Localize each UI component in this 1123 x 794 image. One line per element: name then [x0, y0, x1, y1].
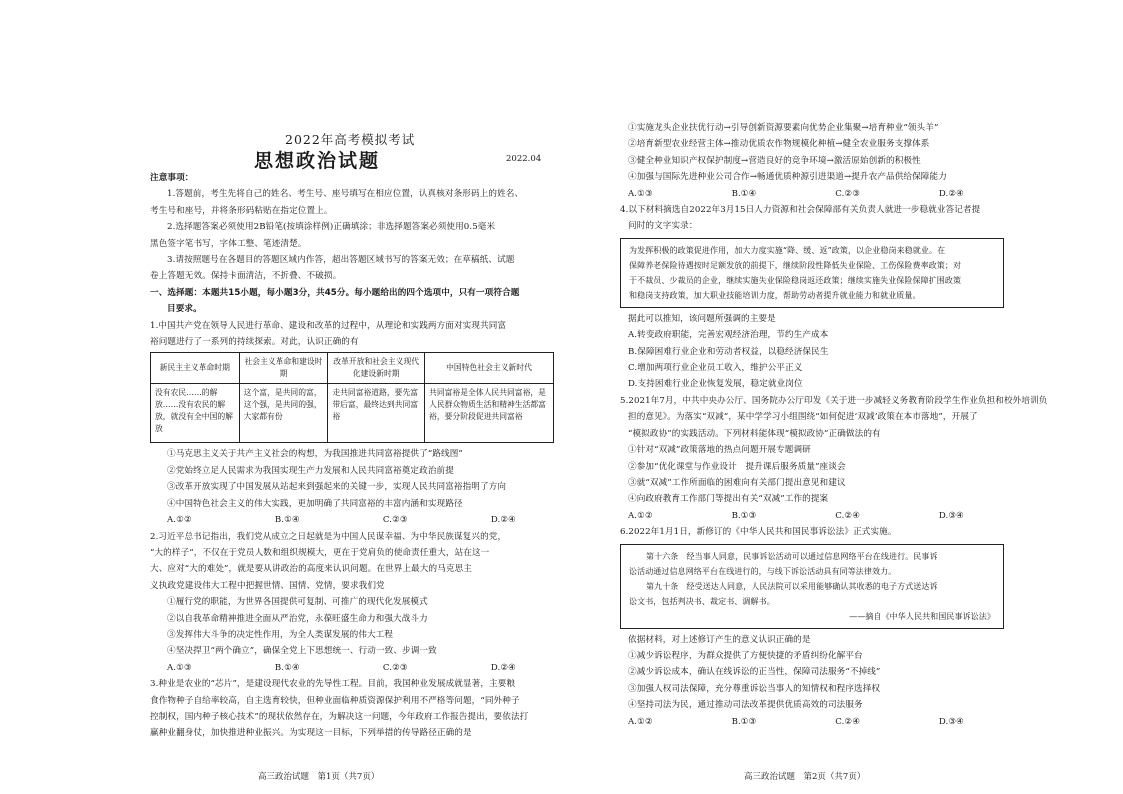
notice-line: 黑色签字笔书写，字体工整、笔迹清楚。 [150, 238, 307, 249]
era-table [150, 352, 554, 443]
option: C.②③ [835, 188, 861, 199]
q1-item: ③改革开放实现了中国发展从站起来到强起来的关键一步，实现人民共同富裕指明了方向 [167, 482, 507, 493]
option: B.①④ [274, 515, 300, 526]
material-line: 于不裁员、少裁员的企业，继续实施失业保险稳岗返还政策；继续实施失业保险保障扩围政策 [629, 275, 962, 285]
table-header: 社会主义革命和建设时期 [239, 353, 328, 384]
exam-title: 2022年高考模拟考试 [285, 132, 416, 147]
q5-stem: “模拟政协”的实践活动。下列材料能体现“模拟政协”正确做法的有 [628, 428, 881, 439]
left-column [150, 170, 556, 742]
option: A.①③ [628, 188, 653, 199]
q3-stem: 赢种业翻身仗，加快推进种业振兴。为实现这一目标，下列举措的传导路径正确的是 [150, 728, 472, 739]
option: C.②③ [382, 515, 408, 526]
q3-item: ④加强与国际先进种业公司合作→畅通优质种源引进渠道→提升农产品供给保障能力 [628, 172, 947, 183]
material-line: 保障养老保险待遇按时足额发放的前提下，继续阶段性降低失业保险、工伤保险费率政策；对 [629, 260, 962, 270]
q2-stem: 义执政党建设伟大工程中把握世情、国情、党情，要求我们党 [150, 580, 385, 591]
q4-option: B.保障困难行业企业和劳动者权益，以稳经济保民生 [628, 346, 829, 357]
q6-lead: 依据材料，对上述修订产生的意义认识正确的是 [628, 634, 811, 645]
option: D.③④ [938, 510, 964, 521]
section-heading-cont: 目要求。 [167, 304, 202, 315]
table-header: 中国特色社会主义新时代 [425, 353, 554, 384]
q2-options [150, 660, 556, 676]
q3-stem: 食作物种子自给率较高，自主选育较快，但种业面临种质资源保护利用不严格等问题，“同外种子 [150, 695, 520, 706]
subject-title: 思想政治试题 [254, 150, 381, 172]
q1-item: ①马克思主义关于共产主义社会的构想，为我国推进共同富裕提供了“路线图” [167, 449, 463, 460]
right-column [620, 120, 1048, 730]
q5-item: ②参加“优化课堂与作业设计 提升课后服务质量”座谈会 [628, 461, 846, 472]
table-cell: 走共同富裕道路，要先富带后富，最终达到共同富裕 [328, 384, 425, 443]
option: B.①③ [731, 716, 757, 727]
option: C.②④ [835, 716, 861, 727]
material-line: 第九十条 经受送达人同意，人民法院可以采用能够确认其收悉的电子方式送达诉 [646, 581, 938, 591]
q5-stem: 担的意见》。为落实“双减”，某中学学习小组围绕“如何促进‘双减’政策在本市落地”，开展了 [628, 412, 978, 423]
notice-heading: 注意事项： [150, 173, 194, 183]
notice-line: 2.选择题答案必须使用2B铅笔(按填涂样例)正确填涂；非选择题答案必须使用0.5毫米 [167, 222, 496, 233]
q6-stem: 6.2022年1月1日，新修订的《中华人民共和国民事诉讼法》正式实施。 [620, 527, 897, 538]
exam-date: 2022.04 [506, 154, 542, 164]
material-line: 为发挥积极的政策促进作用，加大力度实施“降、缓、返”政策，以企业稳岗来稳就业。在 [629, 245, 946, 255]
q3-stem: 3.种业是农业的“芯片”，是建设现代农业的先导性工程。目前，我国种业发展成就显著，主要粮 [150, 679, 516, 690]
notice-line: 1.答题前，考生先将自己的姓名、考生号、座号填写在相应位置，认真核对条形码上的姓名、 [167, 189, 524, 200]
q6-item: ②减少诉讼成本，确认在线诉讼的正当性，保障司法服务“不掉线” [628, 667, 881, 678]
option: D.③④ [938, 716, 964, 727]
option: C.②③ [382, 662, 408, 673]
q4-material-box [620, 238, 1004, 308]
table-cell: 共同富裕是全体人民共同富裕，是人民群众物质生活和精神生活都富裕，要分阶段促进共同富裕 [425, 384, 554, 443]
material-source: ——摘自《中华人民共和国民事诉讼法》 [849, 611, 995, 621]
q3-item: ②培育新型农业经营主体→推动优质农作物规模化种植→健全农业服务支撑体系 [628, 139, 930, 150]
material-line: 和稳岗支持政策，加大职业技能培训力度，帮助劳动者提升就业能力和就业质量。 [629, 290, 921, 300]
q1-stem: 裕问题进行了一系列的持续探索。对此，认识正确的有 [150, 337, 359, 348]
right-page [562, 0, 1123, 794]
q3-item: ③健全种业知识产权保护制度→营造良好的竞争环境→激活原始创新的积极性 [628, 155, 921, 166]
q1-stem: 1.中国共产党在领导人民进行革命、建设和改革的过程中，从理论和实践两方面对实现共同富 [150, 320, 507, 331]
q3-item: ①实施龙头企业扶优行动→引导创新资源要素向优势企业集聚→培育种业“领头羊” [628, 123, 939, 133]
table-cell: 没有农民……的解放……没有农民的解放，就没有全中国的解放 [151, 384, 240, 443]
q2-item: ①履行党的职能，为世界各国提供可复制、可推广的现代化发展模式 [167, 597, 428, 608]
table-header: 改革开放和社会主义现代化建设新时期 [328, 353, 425, 384]
page-footer: 高三政治试题 第2页（共7页） [744, 772, 866, 782]
material-line: 第十六条 经当事人同意，民事诉讼活动可以通过信息网络平台在线进行。民事诉 [646, 551, 938, 561]
q5-item: ③就“双减”工作所面临的困难向有关部门提出意见和建议 [628, 477, 846, 488]
option: D.②④ [938, 188, 964, 199]
q5-item: ④向政府教育工作部门等提出有关“双减”工作的提案 [628, 494, 829, 505]
notice-line: 卷上答题无效。保持卡面清洁，不折叠、不破损。 [150, 271, 342, 282]
option: B.①④ [731, 188, 757, 199]
option: D.②④ [490, 662, 516, 673]
option: A.①② [167, 515, 192, 526]
option: B.①④ [274, 662, 300, 673]
material-line: 讼文书，包括判决书、裁定书、调解书。 [629, 596, 775, 606]
q4-stem: 4.以下材料摘选自2022年3月15日人力资源和社会保障部有关负责人就进一步稳就业答记者提 [620, 205, 981, 216]
q4-option: D.支持困难行业企业恢复发展，稳定就业岗位 [628, 379, 803, 390]
option: A.①③ [167, 662, 192, 673]
q1-item: ④中国特色社会主义的伟大实践，更加明确了共同富裕的丰富内涵和实现路径 [167, 498, 463, 509]
section-heading: 一、选择题：本题共15小题，每小题3分，共45分。每小题给出的四个选项中，只有一项符合题 [150, 287, 520, 298]
q4-lead: 据此可以推知，该问题所强调的主要是 [628, 313, 776, 324]
option: A.①② [628, 510, 653, 521]
notice-line: 3.请按照题号在各题目的答题区域内作答，超出答题区域书写的答案无效；在草稿纸、试题 [167, 255, 515, 266]
q2-stem: 2.习近平总书记指出，我们党从成立之日起就是为中国人民谋幸福、为中华民族谋复兴的党， [150, 531, 507, 542]
q2-item: ④坚决捍卫“两个确立”，确保全党上下思想统一、行动一致、步调一致 [167, 646, 437, 657]
q1-options [150, 512, 556, 528]
q6-material-box [620, 544, 1004, 629]
q4-option: C.增加两项行业企业员工收入，维护公平正义 [628, 363, 803, 374]
q6-item: ④坚持司法为民，通过推动司法改革提供优质高效的司法服务 [628, 700, 863, 711]
option: D.②④ [490, 515, 516, 526]
q6-item: ①减少诉讼程序，为群众提供了方便快捷的矛盾纠纷化解平台 [628, 650, 863, 661]
q4-option: A.转变政府职能，完善宏观经济治理，节约生产成本 [628, 330, 829, 341]
table-cell: 这个富，是共同的富，这个强，是共同的强，大家都有份 [239, 384, 328, 443]
q5-item: ①针对“双减”政策落地的热点问题开展专题调研 [628, 445, 811, 456]
page-footer: 高三政治试题 第1页（共7页） [258, 772, 380, 782]
q6-options [620, 714, 1004, 730]
q2-item: ②以自我革命精神推进全面从严治党，永葆旺盛生命力和强大战斗力 [167, 613, 428, 624]
option: B.①③ [731, 510, 757, 521]
option: C.②④ [835, 510, 861, 521]
q3-options [620, 186, 1004, 202]
q4-stem: 问时的文字实录： [628, 221, 698, 232]
q5-stem: 5.2021年7月，中共中央办公厅、国务院办公厅印发《关于进一步减轻义务教育阶段学生作业负担和校外培训负 [620, 395, 1048, 406]
notice-line: 考生号和座号，并将条形码粘贴在指定位置上。 [150, 205, 333, 216]
q2-stem: 大、应对“大的难处”，就是要从讲政治的高度来认识问题。在世界上最大的马克思主 [150, 564, 472, 575]
q2-stem: “大的样子”，不仅在于党员人数和组织规模大，更在于党肩负的使命责任重大，站在这一 [150, 547, 490, 558]
table-header: 新民主主义革命时期 [151, 353, 240, 384]
q3-stem: 控制权，国内种子核心技术”的现状依然存在，为解决这一问题，今年政府工作报告提出，要依法打 [150, 711, 529, 722]
q1-item: ②党始终立足人民需求为我国实现生产力发展和人民共同富裕奠定政治前提 [167, 465, 454, 476]
material-line: 讼活动通过信息网络平台在线进行的，与线下诉讼活动具有同等法律效力。 [629, 566, 897, 576]
option: A.①② [628, 716, 653, 727]
q2-item: ③发挥伟大斗争的决定性作用，为全人类谋发展的伟大工程 [167, 629, 394, 640]
q5-options [620, 508, 1004, 524]
q6-item: ③加强人权司法保障，充分尊重诉讼当事人的知情权和程序选择权 [628, 683, 881, 694]
